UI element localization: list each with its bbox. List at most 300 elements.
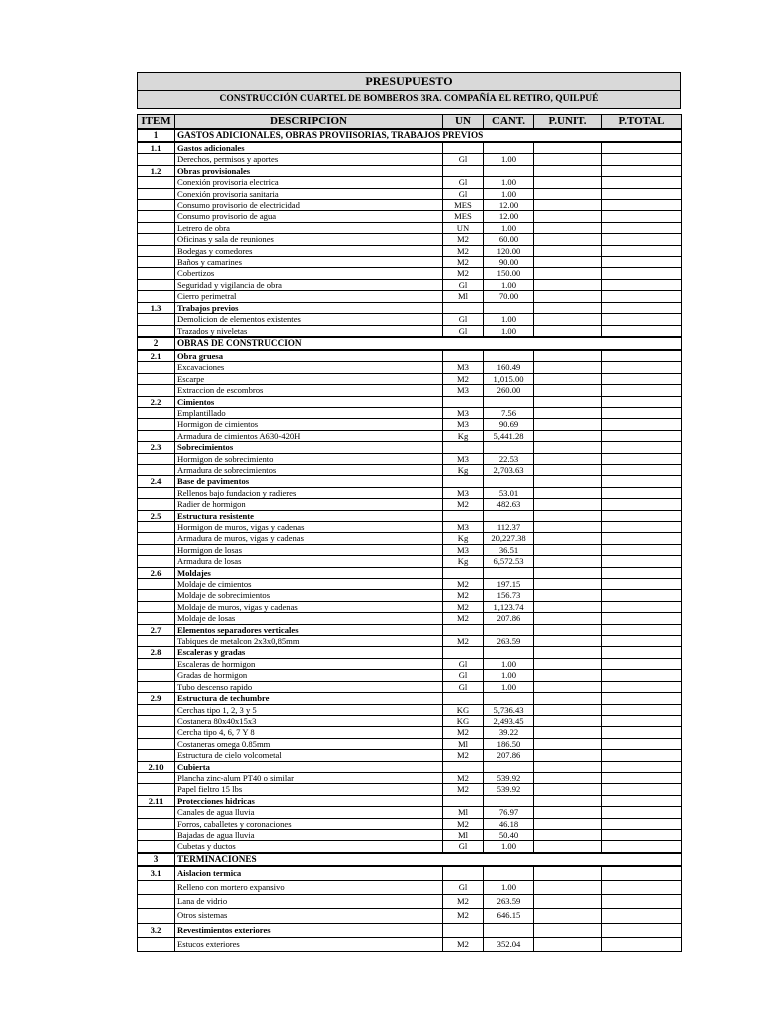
unit-price-cell xyxy=(534,624,602,635)
subsection-row xyxy=(138,761,682,772)
quantity-cell: 1.00 xyxy=(484,314,534,325)
description-cell: Cercha tipo 4, 6, 7 Y 8 xyxy=(175,727,443,738)
item-cell xyxy=(138,556,175,567)
unit-price-cell xyxy=(534,601,602,612)
unit-price-cell xyxy=(534,142,602,154)
quantity-cell: 2,493.45 xyxy=(484,715,534,726)
total-price-cell xyxy=(602,142,682,154)
subsection-row xyxy=(138,510,682,521)
item-cell xyxy=(138,291,175,302)
quantity-cell xyxy=(484,510,534,521)
quantity-cell: 5,441.28 xyxy=(484,430,534,441)
quantity-cell: 112.37 xyxy=(484,522,534,533)
total-price-cell xyxy=(602,795,682,806)
total-price-cell xyxy=(602,291,682,302)
description-cell: Sobrecimientos xyxy=(175,442,443,453)
unit-cell: M2 xyxy=(443,257,484,268)
description-cell: Trabajos previos xyxy=(175,302,443,313)
description-cell: Costaneras omega 0.85mm xyxy=(175,738,443,749)
quantity-cell: 20,227.38 xyxy=(484,533,534,544)
total-price-cell xyxy=(602,510,682,521)
unit-price-cell xyxy=(534,222,602,233)
total-price-cell xyxy=(602,234,682,245)
table-row xyxy=(138,556,682,567)
unit-cell xyxy=(443,624,484,635)
table-row xyxy=(138,279,682,290)
unit-cell xyxy=(443,302,484,313)
unit-price-cell xyxy=(534,727,602,738)
unit-cell: M3 xyxy=(443,544,484,555)
table-row xyxy=(138,784,682,795)
unit-price-cell xyxy=(534,442,602,453)
description-cell: Estructura de techumbre xyxy=(175,693,443,704)
description-cell: Consumo provisorio de electricidad xyxy=(175,200,443,211)
table-row xyxy=(138,937,682,951)
budget-table xyxy=(137,114,682,952)
item-cell: 2.3 xyxy=(138,442,175,453)
table-row xyxy=(138,291,682,302)
quantity-cell: 646.15 xyxy=(484,909,534,923)
document-subtitle: CONSTRUCCIÓN CUARTEL DE BOMBEROS 3RA. COMPAÑÍA EL RETIRO, QUILPUÉ xyxy=(219,94,599,104)
unit-cell: Gl xyxy=(443,314,484,325)
document-title: PRESUPUESTO xyxy=(138,73,680,91)
item-cell: 2.4 xyxy=(138,476,175,487)
table-row xyxy=(138,257,682,268)
item-cell xyxy=(138,937,175,951)
unit-cell: KG xyxy=(443,715,484,726)
section-title: GASTOS ADICIONALES, OBRAS PROVIISORIAS, TRABAJOS PREVIOS xyxy=(175,129,682,142)
table-row xyxy=(138,245,682,256)
description-cell: Consumo provisorio de agua xyxy=(175,211,443,222)
unit-cell: Gl xyxy=(443,188,484,199)
unit-cell: M2 xyxy=(443,234,484,245)
unit-price-cell xyxy=(534,165,602,176)
quantity-cell: 197.15 xyxy=(484,579,534,590)
unit-price-cell xyxy=(534,937,602,951)
item-cell xyxy=(138,750,175,761)
unit-price-cell xyxy=(534,533,602,544)
unit-price-cell xyxy=(534,396,602,407)
description-cell: Letrero de obra xyxy=(175,222,443,233)
total-price-cell xyxy=(602,704,682,715)
description-cell: Canales de agua lluvia xyxy=(175,807,443,818)
unit-cell xyxy=(443,510,484,521)
unit-cell xyxy=(443,396,484,407)
quantity-cell: 1.00 xyxy=(484,177,534,188)
quantity-cell: 260.00 xyxy=(484,385,534,396)
quantity-cell: 120.00 xyxy=(484,245,534,256)
description-cell: Base de pavimentos xyxy=(175,476,443,487)
item-cell xyxy=(138,234,175,245)
unit-price-cell xyxy=(534,880,602,894)
unit-price-cell xyxy=(534,314,602,325)
quantity-cell: 39.22 xyxy=(484,727,534,738)
table-row xyxy=(138,841,682,853)
description-cell: Excavaciones xyxy=(175,362,443,373)
unit-price-cell xyxy=(534,188,602,199)
subsection-row xyxy=(138,165,682,176)
item-cell xyxy=(138,257,175,268)
total-price-cell xyxy=(602,647,682,658)
total-price-cell xyxy=(602,829,682,840)
item-cell: 2.10 xyxy=(138,761,175,772)
unit-cell: M2 xyxy=(443,895,484,909)
item-cell xyxy=(138,188,175,199)
total-price-cell xyxy=(602,715,682,726)
column-header-cant: CANT. xyxy=(484,115,534,130)
item-cell xyxy=(138,325,175,337)
total-price-cell xyxy=(602,302,682,313)
description-cell: Bodegas y comedores xyxy=(175,245,443,256)
table-row xyxy=(138,407,682,418)
unit-cell xyxy=(443,350,484,362)
item-cell xyxy=(138,658,175,669)
unit-price-cell xyxy=(534,453,602,464)
total-price-cell xyxy=(602,522,682,533)
unit-cell xyxy=(443,923,484,937)
section-row xyxy=(138,129,682,142)
unit-cell xyxy=(443,693,484,704)
description-cell: Estucos exteriores xyxy=(175,937,443,951)
item-cell xyxy=(138,464,175,475)
quantity-cell xyxy=(484,302,534,313)
unit-price-cell xyxy=(534,866,602,881)
unit-cell xyxy=(443,476,484,487)
table-row xyxy=(138,829,682,840)
total-price-cell xyxy=(602,923,682,937)
item-cell xyxy=(138,499,175,510)
total-price-cell xyxy=(602,257,682,268)
description-cell: Bajadas de agua lluvia xyxy=(175,829,443,840)
quantity-cell xyxy=(484,567,534,578)
unit-price-cell xyxy=(534,510,602,521)
total-price-cell xyxy=(602,154,682,165)
table-row xyxy=(138,154,682,165)
table-row xyxy=(138,211,682,222)
item-cell xyxy=(138,154,175,165)
quantity-cell: 1.00 xyxy=(484,222,534,233)
quantity-cell xyxy=(484,795,534,806)
quantity-cell: 90.69 xyxy=(484,419,534,430)
item-cell xyxy=(138,681,175,692)
unit-cell: M3 xyxy=(443,407,484,418)
unit-price-cell xyxy=(534,350,602,362)
item-cell: 1.1 xyxy=(138,142,175,154)
quantity-cell: 207.86 xyxy=(484,750,534,761)
description-cell: Hormigon de losas xyxy=(175,544,443,555)
item-cell xyxy=(138,222,175,233)
table-row xyxy=(138,188,682,199)
description-cell: Gastos adicionales xyxy=(175,142,443,154)
unit-price-cell xyxy=(534,923,602,937)
unit-cell: M2 xyxy=(443,613,484,624)
description-cell: Revestimientos exteriores xyxy=(175,923,443,937)
item-cell xyxy=(138,738,175,749)
unit-price-cell xyxy=(534,245,602,256)
table-row xyxy=(138,590,682,601)
total-price-cell xyxy=(602,590,682,601)
table-row xyxy=(138,636,682,647)
description-cell: Tubo descenso rapido xyxy=(175,681,443,692)
table-row xyxy=(138,772,682,783)
item-cell xyxy=(138,772,175,783)
total-price-cell xyxy=(602,419,682,430)
quantity-cell: 1.00 xyxy=(484,325,534,337)
unit-price-cell xyxy=(534,385,602,396)
description-cell: Seguridad y vigilancia de obra xyxy=(175,279,443,290)
item-cell: 2.2 xyxy=(138,396,175,407)
total-price-cell xyxy=(602,487,682,498)
description-cell: Forros, caballetes y coronaciones xyxy=(175,818,443,829)
item-cell xyxy=(138,807,175,818)
quantity-cell: 46.18 xyxy=(484,818,534,829)
item-cell: 2.9 xyxy=(138,693,175,704)
item-cell xyxy=(138,727,175,738)
section-number: 3 xyxy=(138,853,175,866)
unit-cell: M3 xyxy=(443,487,484,498)
description-cell: Escaleras de hormigon xyxy=(175,658,443,669)
unit-cell: M2 xyxy=(443,937,484,951)
subsection-row xyxy=(138,476,682,487)
table-row xyxy=(138,268,682,279)
description-cell: Armadura de sobrecimientos xyxy=(175,464,443,475)
total-price-cell xyxy=(602,841,682,853)
quantity-cell: 1,123.74 xyxy=(484,601,534,612)
quantity-cell xyxy=(484,142,534,154)
total-price-cell xyxy=(602,268,682,279)
total-price-cell xyxy=(602,880,682,894)
column-header-description: DESCRIPCION xyxy=(175,115,443,130)
total-price-cell xyxy=(602,222,682,233)
budget-sheet xyxy=(137,72,681,952)
item-cell xyxy=(138,670,175,681)
unit-cell: MES xyxy=(443,200,484,211)
description-cell: Radier de hormigon xyxy=(175,499,443,510)
unit-price-cell xyxy=(534,613,602,624)
table-row xyxy=(138,533,682,544)
unit-price-cell xyxy=(534,279,602,290)
description-cell: Trazados y niveletas xyxy=(175,325,443,337)
item-cell xyxy=(138,245,175,256)
item-cell xyxy=(138,177,175,188)
unit-cell: Ml xyxy=(443,738,484,749)
unit-cell: M2 xyxy=(443,818,484,829)
quantity-cell: 352.04 xyxy=(484,937,534,951)
unit-price-cell xyxy=(534,291,602,302)
unit-price-cell xyxy=(534,419,602,430)
description-cell: Estructura de cielo volcometal xyxy=(175,750,443,761)
item-cell: 2.11 xyxy=(138,795,175,806)
quantity-cell: 90.00 xyxy=(484,257,534,268)
description-cell: Cimientos xyxy=(175,396,443,407)
item-cell xyxy=(138,841,175,853)
total-price-cell xyxy=(602,613,682,624)
item-cell xyxy=(138,829,175,840)
description-cell: Escaleras y gradas xyxy=(175,647,443,658)
subsection-row xyxy=(138,442,682,453)
unit-cell xyxy=(443,567,484,578)
item-cell xyxy=(138,636,175,647)
unit-cell xyxy=(443,142,484,154)
table-row xyxy=(138,895,682,909)
unit-price-cell xyxy=(534,373,602,384)
item-cell xyxy=(138,279,175,290)
quantity-cell: 263.59 xyxy=(484,895,534,909)
unit-price-cell xyxy=(534,154,602,165)
unit-cell xyxy=(443,165,484,176)
item-cell xyxy=(138,453,175,464)
quantity-cell: 60.00 xyxy=(484,234,534,245)
description-cell: Relleno con mortero expansivo xyxy=(175,880,443,894)
unit-cell: M2 xyxy=(443,590,484,601)
section-row xyxy=(138,337,682,350)
quantity-cell xyxy=(484,165,534,176)
table-row xyxy=(138,658,682,669)
item-cell: 2.8 xyxy=(138,647,175,658)
subsection-row xyxy=(138,567,682,578)
unit-cell: Gl xyxy=(443,279,484,290)
unit-cell: M2 xyxy=(443,636,484,647)
table-row xyxy=(138,487,682,498)
section-row xyxy=(138,853,682,866)
description-cell: Lana de vidrio xyxy=(175,895,443,909)
unit-cell: Kg xyxy=(443,533,484,544)
quantity-cell: 207.86 xyxy=(484,613,534,624)
unit-price-cell xyxy=(534,636,602,647)
table-row xyxy=(138,544,682,555)
item-cell xyxy=(138,818,175,829)
unit-cell: Ml xyxy=(443,807,484,818)
description-cell: Moldaje de cimientos xyxy=(175,579,443,590)
quantity-cell: 2,703.63 xyxy=(484,464,534,475)
table-row xyxy=(138,222,682,233)
total-price-cell xyxy=(602,807,682,818)
unit-cell: M2 xyxy=(443,784,484,795)
table-row xyxy=(138,738,682,749)
unit-price-cell xyxy=(534,200,602,211)
unit-cell: Kg xyxy=(443,430,484,441)
description-cell: Demolicion de elementos existentes xyxy=(175,314,443,325)
quantity-cell: 160.49 xyxy=(484,362,534,373)
unit-price-cell xyxy=(534,772,602,783)
description-cell: Moldaje de losas xyxy=(175,613,443,624)
unit-price-cell xyxy=(534,325,602,337)
description-cell: Armadura de muros, vigas y cadenas xyxy=(175,533,443,544)
total-price-cell xyxy=(602,476,682,487)
total-price-cell xyxy=(602,761,682,772)
quantity-cell: 263.59 xyxy=(484,636,534,647)
item-cell xyxy=(138,715,175,726)
subsection-row xyxy=(138,693,682,704)
unit-cell: Kg xyxy=(443,464,484,475)
item-cell xyxy=(138,419,175,430)
unit-cell: M2 xyxy=(443,245,484,256)
description-cell: Emplantillado xyxy=(175,407,443,418)
total-price-cell xyxy=(602,750,682,761)
description-cell: Armadura de cimientos A630-420H xyxy=(175,430,443,441)
section-number: 1 xyxy=(138,129,175,142)
total-price-cell xyxy=(602,681,682,692)
table-row xyxy=(138,818,682,829)
unit-price-cell xyxy=(534,704,602,715)
unit-cell xyxy=(443,795,484,806)
total-price-cell xyxy=(602,396,682,407)
item-cell: 2.7 xyxy=(138,624,175,635)
unit-cell xyxy=(443,442,484,453)
subsection-row xyxy=(138,923,682,937)
unit-cell: M2 xyxy=(443,579,484,590)
item-cell xyxy=(138,487,175,498)
unit-price-cell xyxy=(534,895,602,909)
item-cell xyxy=(138,407,175,418)
unit-price-cell xyxy=(534,234,602,245)
column-header-item: ITEM xyxy=(138,115,175,130)
table-row xyxy=(138,909,682,923)
total-price-cell xyxy=(602,464,682,475)
total-price-cell xyxy=(602,177,682,188)
total-price-cell xyxy=(602,200,682,211)
unit-price-cell xyxy=(534,795,602,806)
unit-price-cell xyxy=(534,750,602,761)
quantity-cell: 7.56 xyxy=(484,407,534,418)
quantity-cell: 50.40 xyxy=(484,829,534,840)
total-price-cell xyxy=(602,636,682,647)
total-price-cell xyxy=(602,245,682,256)
unit-cell: M3 xyxy=(443,419,484,430)
total-price-cell xyxy=(602,325,682,337)
quantity-cell: 5,736.43 xyxy=(484,704,534,715)
item-cell xyxy=(138,533,175,544)
unit-cell: Gl xyxy=(443,670,484,681)
unit-cell: Gl xyxy=(443,681,484,692)
unit-price-cell xyxy=(534,681,602,692)
description-cell: Derechos, permisos y aportes xyxy=(175,154,443,165)
total-price-cell xyxy=(602,738,682,749)
description-cell: Costanera 80x40x15x3 xyxy=(175,715,443,726)
unit-price-cell xyxy=(534,268,602,279)
unit-cell: M2 xyxy=(443,268,484,279)
total-price-cell xyxy=(602,362,682,373)
total-price-cell xyxy=(602,544,682,555)
description-cell: Obra gruesa xyxy=(175,350,443,362)
quantity-cell: 1.00 xyxy=(484,188,534,199)
total-price-cell xyxy=(602,624,682,635)
table-row xyxy=(138,453,682,464)
unit-cell: M2 xyxy=(443,601,484,612)
total-price-cell xyxy=(602,211,682,222)
total-price-cell xyxy=(602,314,682,325)
unit-price-cell xyxy=(534,784,602,795)
table-row xyxy=(138,613,682,624)
description-cell: Cubetas y ductos xyxy=(175,841,443,853)
unit-cell: Gl xyxy=(443,880,484,894)
unit-cell: Gl xyxy=(443,325,484,337)
quantity-cell: 1.00 xyxy=(484,670,534,681)
item-cell: 3.2 xyxy=(138,923,175,937)
quantity-cell xyxy=(484,761,534,772)
unit-price-cell xyxy=(534,430,602,441)
quantity-cell: 76.97 xyxy=(484,807,534,818)
description-cell: Moldajes xyxy=(175,567,443,578)
unit-cell: M3 xyxy=(443,453,484,464)
unit-price-cell xyxy=(534,579,602,590)
quantity-cell xyxy=(484,647,534,658)
total-price-cell xyxy=(602,727,682,738)
unit-price-cell xyxy=(534,761,602,772)
quantity-cell: 36.51 xyxy=(484,544,534,555)
item-cell xyxy=(138,362,175,373)
quantity-cell: 1.00 xyxy=(484,681,534,692)
